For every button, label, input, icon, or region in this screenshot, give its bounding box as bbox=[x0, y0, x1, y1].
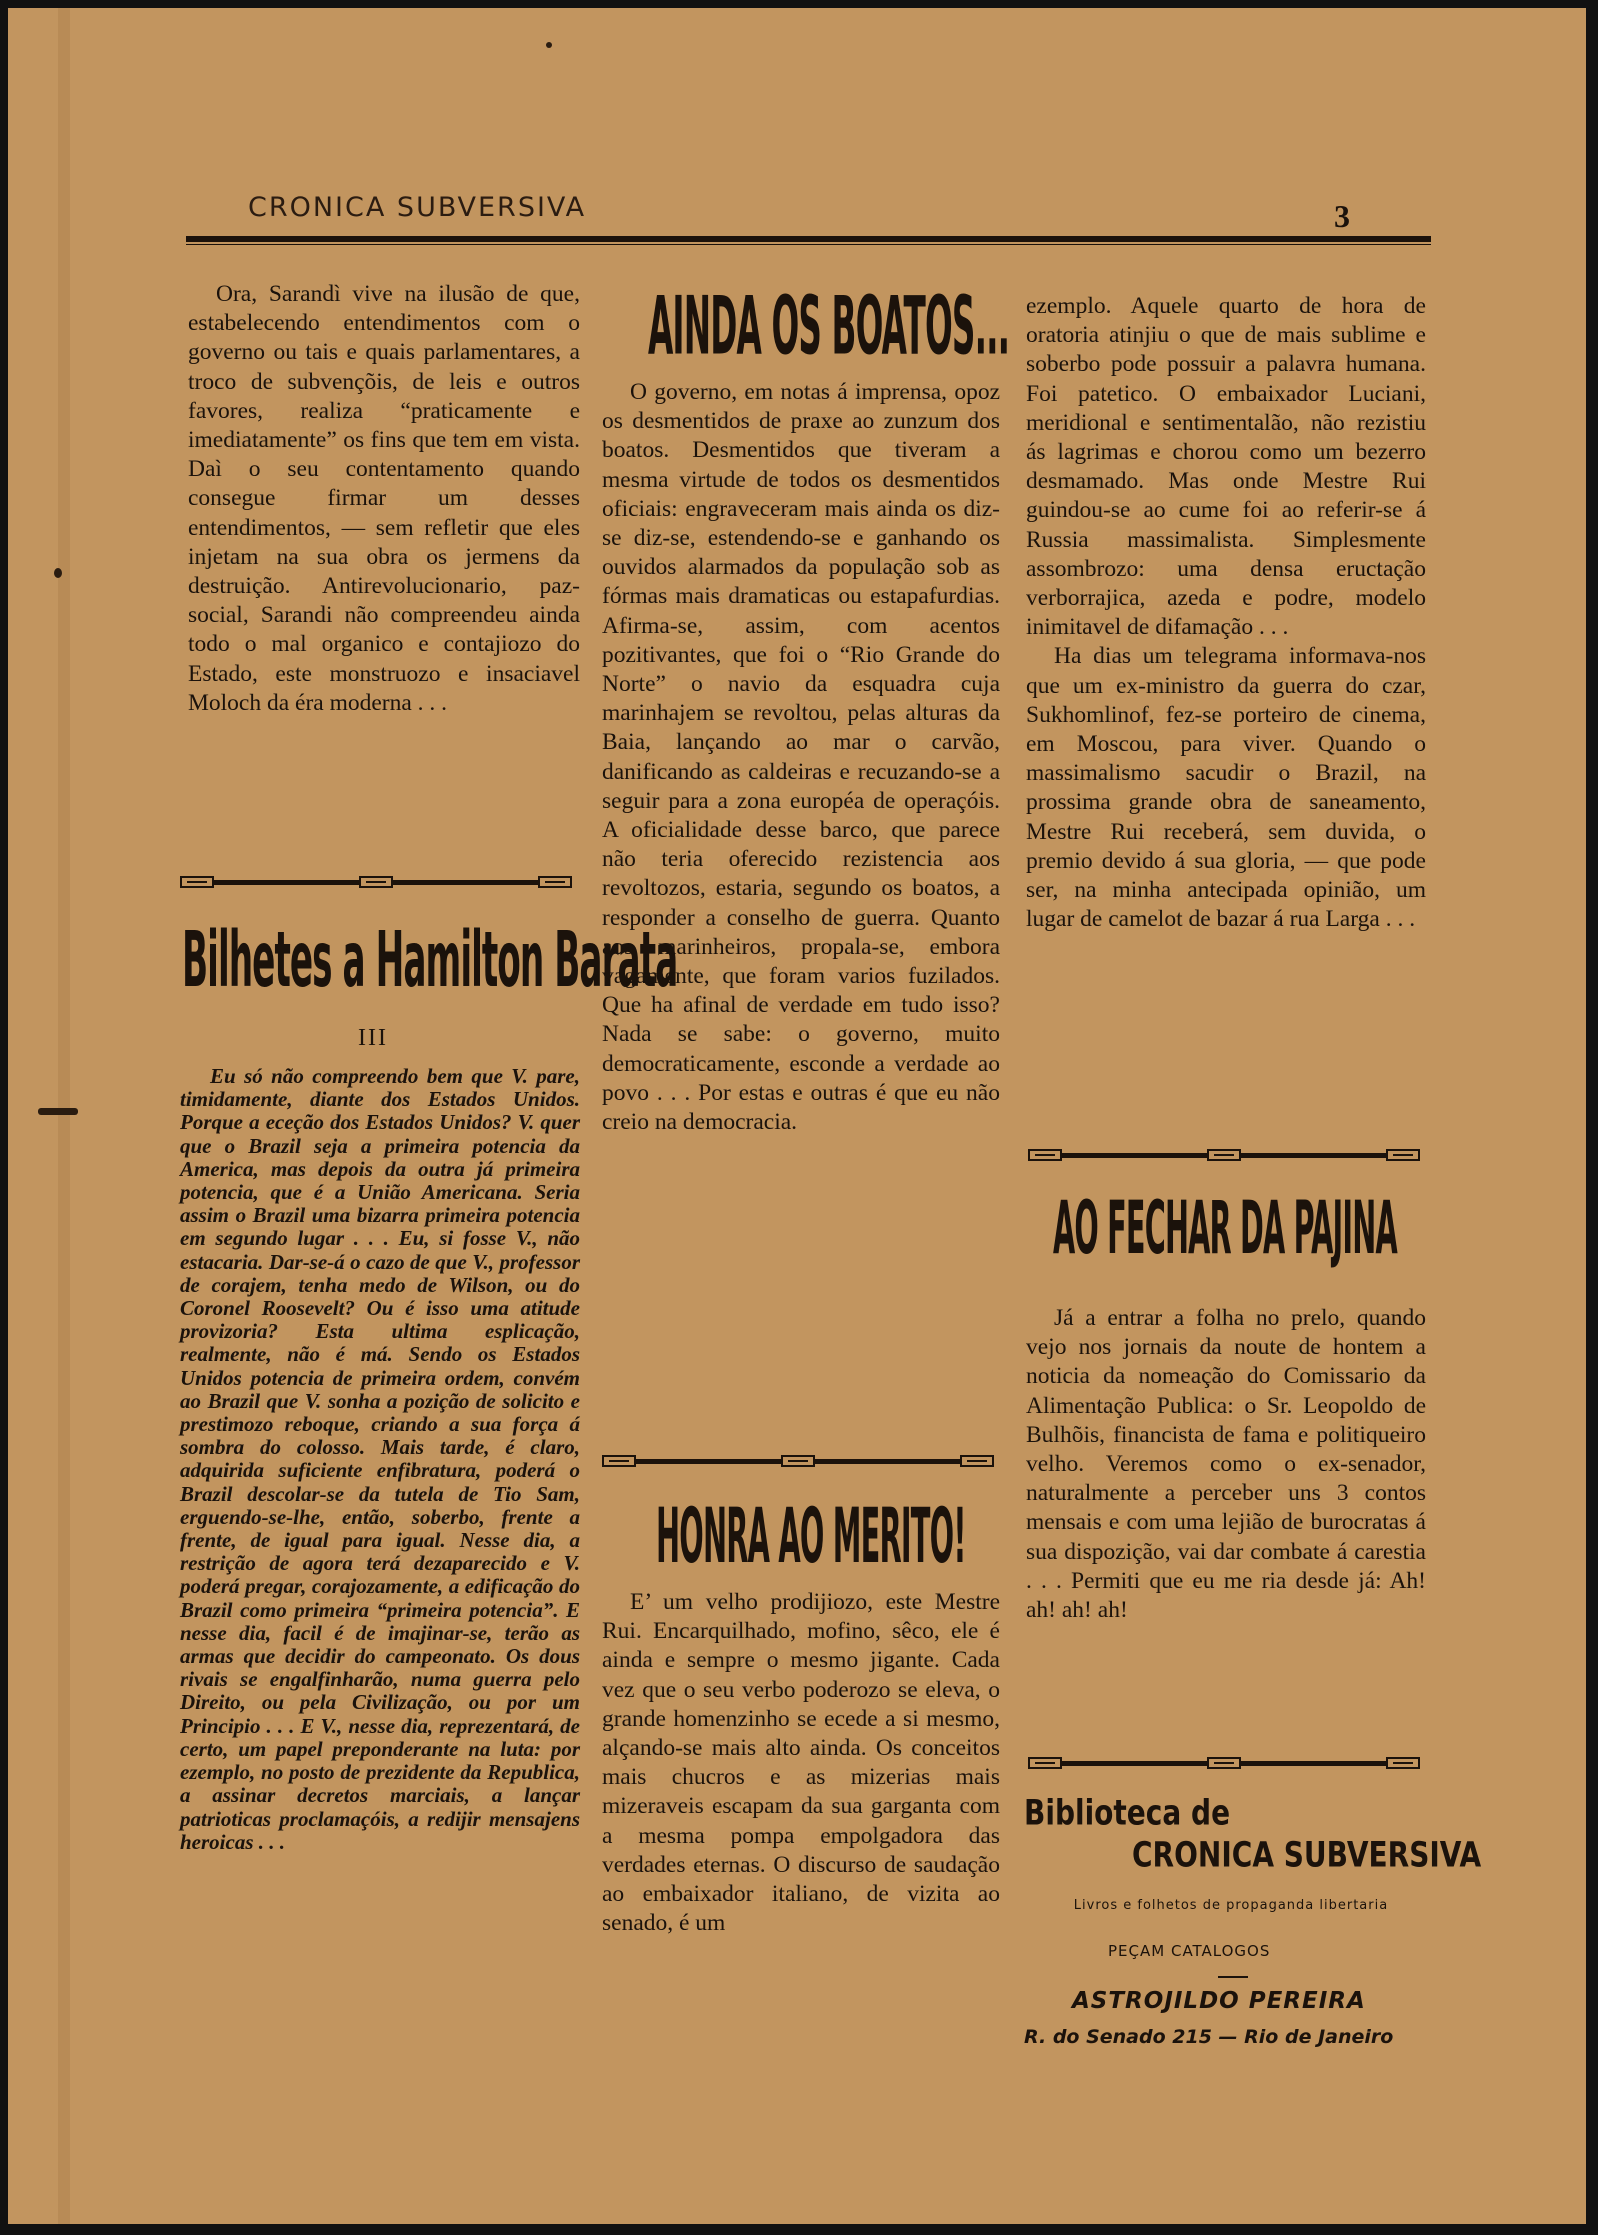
column-3-continuation bbox=[1026, 292, 1426, 934]
headline-merito: HONRA AO MERITO! bbox=[656, 1495, 966, 1582]
column-2-merito bbox=[602, 1588, 1000, 1938]
biblioteca-address: R. do Senado 215 — Rio de Janeiro bbox=[1024, 2026, 1394, 2048]
biblioteca-author: ASTROJILDO PEREIRA bbox=[1072, 1988, 1366, 2014]
page-number: 3 bbox=[1334, 198, 1350, 234]
headline-fechar: AO FECHAR DA PAJINA bbox=[1053, 1188, 1397, 1272]
paragraph: Ora, Sarandì vive na ilusão de que, estabelecendo entendimentos com o governo ou tais e quais parlamentares, a troco de subvençõis, de leis e outros favores, realiza “praticamente e imediatamente” os fins que tem em vista. Daì o seu contentamento quando consegue firmar um desses entendimentos, — sem refletir que eles injetam na sua obra os jermens da destruição. Antirevolucionario, paz-social, Sarandi não compreendeu ainda todo o mal organico e contajiozo do Estado, este monstruozo e insaciavel Moloch da éra moderna . . . bbox=[188, 281, 580, 716]
section-title: Bilhetes a Hamilton Barata bbox=[182, 918, 678, 1006]
column-2-boatos bbox=[602, 378, 1000, 1137]
letter-text bbox=[180, 1065, 580, 1854]
header-rule-thin bbox=[186, 244, 1431, 245]
paragraph: Ha dias um telegrama informava-nos que um ex-ministro da guerra do czar, Sukhomlinof, fez-se porteiro de cinema, em Moscou, para viver. Quando o massimalismo sacudir o Brazil, na prossima grande obra de saneamento, Mestre Rui receberá, sem duvida, o premio devido á sua gloria, — que pode ser, na minha antecipada opinião, um lugar de camelot de bazar á rua Larga . . . bbox=[1026, 643, 1426, 933]
header-rule bbox=[186, 236, 1431, 242]
section-number: III bbox=[358, 1025, 388, 1051]
ornamental-divider bbox=[602, 1454, 994, 1468]
newspaper-page bbox=[8, 8, 1586, 2224]
ink-speck bbox=[54, 568, 62, 578]
running-head: CRONICA SUBVERSIVA bbox=[248, 192, 587, 223]
ornamental-divider bbox=[180, 875, 572, 889]
biblioteca-order: PEÇAM CATALOGOS bbox=[1108, 1942, 1271, 1960]
paragraph: O governo, em notas á imprensa, opoz os desmentidos de praxe ao zunzum dos boatos. Desmentidos que tiveram a mesma virtude de todos os desmentidos oficiais: engraveceram mais ainda os diz-se diz-se, estendendo-se e ganhando os ouvidos alarmados da população sob as fórmas mais dramaticas ou estapafurdias. Afirma-se, assim, com acentos pozitivantes, que foi o “Rio Grande do Norte” o navio da esquadra cuja marinhajem se revoltou, pelas alturas da Baia, lançando ao mar o carvão, danificando as caldeiras e recuzando-se a seguir para a zona européa de operaçóis. A oficialidade desse barco, que parece não teria oferecido rezistencia aos revoltozos, estaria, segundo os boatos, a responder a conselho de guerra. Quanto aos marinheiros, propala-se, embora vagamente, que foram varios fuzilados. Que ha afinal de verdade em tudo isso? Nada se sabe: o governo, muito democraticamente, esconde a verdade ao povo . . . Por estas e outras é que eu não creio na democracia. bbox=[602, 379, 1000, 1136]
ink-speck bbox=[38, 1108, 78, 1115]
ink-speck bbox=[546, 42, 552, 48]
ornamental-divider bbox=[1028, 1148, 1420, 1162]
paragraph: Eu só não compreendo bem que V. pare, timidamente, diante dos Estados Unidos. Porque a eceção dos Estados Unidos? V. quer que o Brazil seja a primeira potencia da America, mas depois da outra já primeira potencia, que é a União Americana. Seria assim o Brazil uma bizarra primeira potencia em segundo lugar . . . Eu, si fosse V., não estacaria. Dar-se-á o cazo de que V., professor de corajem, tenha medo de Wilson, ou do Coronel Roosevelt? Ou é isso uma atitude provizoria? Esta ultima esplicação, realmente, não é má. Sendo os Estados Unidos potencia de primeira ordem, convém ao Brazil que V. sonha a pozição de solicito e prestimozo reboque, criando a sua força á sombra do colosso. Mais tarde, é claro, adquirida suficiente enfibratura, poderá o Brazil descolar-se da tutela de Tio Sam, erguendo-se-lhe, então, soberbo, frente a frente, de igual para igual. Nesse dia, a restrição de agora terá dezaparecido e V. poderá pregar, corajozamente, a edificação do Brazil como primeira “primeira potencia”. E nesse dia, facil é de imajinar-se, terão as armas que decidir do campeonato. Os dous rivais se engalfinharão, numa guerra pelo Direito, ou pela Civilização, ou por um Principio . . . E V., nesse dia, reprezentará, de certo, um papel preponderante na luta: por ezemplo, no posto de prezidente da Republica, a assinar decretos marciais, a lançar patrioticas proclamaçóis, a redijir mensajens heroicas . . . bbox=[180, 1064, 580, 1854]
paragraph: Já a entrar a folha no prelo, quando vejo nos jornais da noute de hontem a noticia da nomeação do Comissario da Alimentação Publica: o Sr. Leopoldo de Bulhõis, financista de fama e politiqueiro velho. Veremos como o ex-senador, naturalmente a perceber uns 3 contos mensais e com uma lejião de burocratas á sua dispozição, vai dar combate á carestia . . . Permiti que eu me ria desde já: Ah! ah! ah! ah! bbox=[1026, 1305, 1426, 1624]
biblioteca-name: CRONICA SUBVERSIVA bbox=[1132, 1834, 1482, 1876]
paragraph: ezemplo. Aquele quarto de hora de oratoria atinjiu o que de mais sublime e soberbo pode possuir a palavra humana. Foi patetico. O embaixador Luciani, meridional e sentimentalão, não rezistiu ás lagrimas e chorou como um bezerro desmamado. Mas onde Mestre Rui guindou-se ao cume foi ao referir-se á Russia massimalista. Simplesmente assombrozo: uma densa eructação verborrajica, azeda e podre, modelo inimitavel de difamação . . . bbox=[1026, 293, 1426, 641]
headline-boatos: AINDA OS BOATOS... bbox=[648, 280, 1010, 373]
column-1-intro bbox=[188, 280, 580, 718]
biblioteca-description: Livros e folhetos de propaganda libertaria bbox=[1073, 1898, 1389, 1913]
biblioteca-title: Biblioteca de bbox=[1024, 1792, 1231, 1834]
paragraph: E’ um velho prodijiozo, este Mestre Rui. Encarquilhado, mofino, sêco, ele é ainda e sempre o mesmo jigante. Cada vez que o seu verbo poderozo se eleva, o grande homenzinho se ecede a si mesmo, alçando-se mais alto ainda. Os conceitos mais chucros e as mizerias mais mizeraveis escapam da sua garganta com a mesma pompa empolgadora das verdades eternas. O discurso de saudação ao embaixador italiano, de vizita ao senado, é um bbox=[602, 1589, 1000, 1937]
page-fold-shadow bbox=[58, 8, 70, 2224]
column-3-fechar bbox=[1026, 1304, 1426, 1625]
biblioteca-dash bbox=[1218, 1976, 1248, 1978]
ornamental-divider bbox=[1028, 1756, 1420, 1770]
